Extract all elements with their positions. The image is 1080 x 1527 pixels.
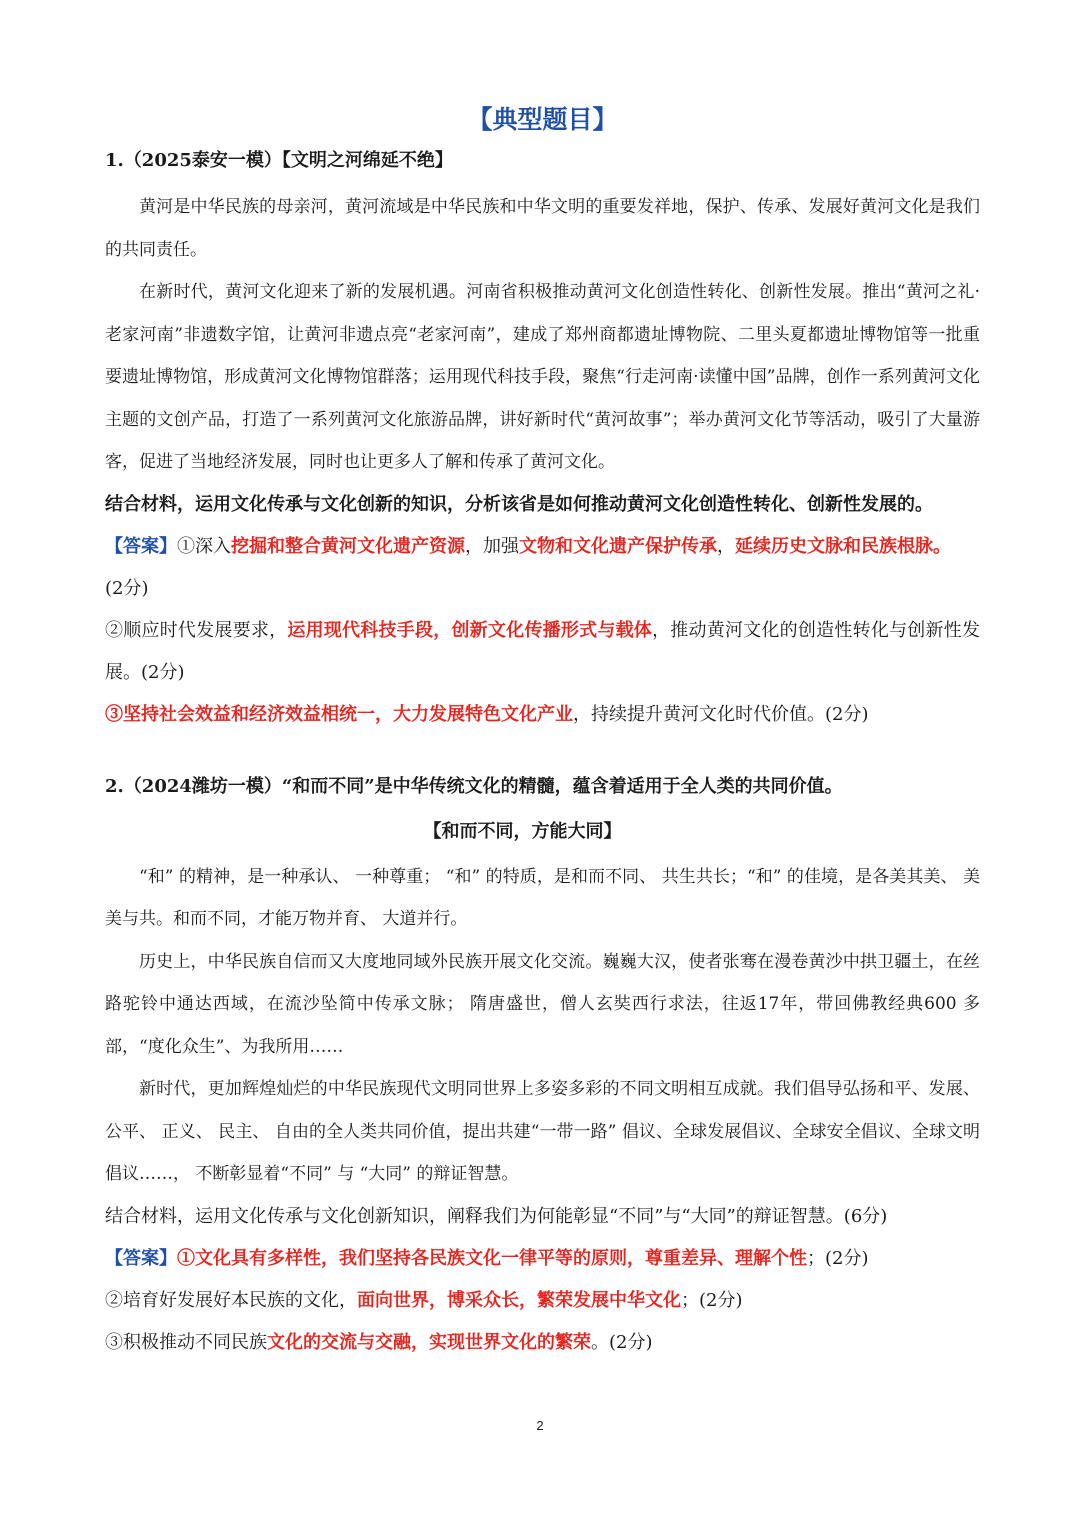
question-2-title: 2.（2024潍坊一模）“和而不同”是中华传统文化的精髓，蕴含着适用于全人类的共同价值。 [105, 775, 843, 797]
answer-text: ③积极推动不同民族 [105, 1331, 267, 1353]
answer-score: ；(2分) [681, 1289, 743, 1311]
question-1-answer-1 [105, 526, 980, 610]
document-page [105, 100, 980, 1364]
answer-text: ，持续提升黄河文化时代价值。(2分) [573, 703, 869, 725]
section-heading: 【典型题目】 [467, 105, 618, 134]
question-2-subtitle: 【和而不同，方能大同】 [423, 820, 622, 842]
answer-text: ， [717, 535, 735, 557]
answer-text: ，加强 [465, 535, 519, 557]
answer-score: 。(2分) [591, 1331, 653, 1353]
question-2-paragraph-3: 新时代，更加辉煌灿烂的中华民族现代文明同世界上多姿多彩的不同文明相互成就。我们倡导弘扬和平、发展、公平、 正义、 民主、 自由的全人类共同价值，提出共建“一带一路” 倡议、全球发展倡议、全球安全倡议、全球文明倡议……， 不断彰显着“不同” 与 “大同” 的辩证智慧。 [105, 1079, 980, 1184]
answer-text: ，推动黄河文化的创造性转化与创新性发展。(2分) [105, 619, 981, 683]
answer-keypoint: ③坚持社会效益和经济效益相统一，大力发展特色文化产业 [105, 703, 573, 725]
answer-text: ②培育好发展好本民族的文化， [105, 1289, 357, 1311]
question-2-paragraph-2: 历史上，中华民族自信而又大度地同域外民族开展文化交流。巍巍大汉，使者张骞在漫卷黄沙中拱卫疆土，在丝路驼铃中通达西域，在流沙坠简中传承文脉； 隋唐盛世，僧人玄奘西行求法，往返17年，带回佛教经典600 多部，“度化众生”、为我所用…… [105, 951, 980, 1057]
question-1-paragraph-1: 黄河是中华民族的母亲河，黄河流域是中华民族和中华文明的重要发祥地，保护、传承、发展好黄河文化是我们的共同责任。 [105, 197, 980, 260]
question-1-task: 结合材料，运用文化传承与文化创新的知识，分析该省是如何推动黄河文化创造性转化、创新性发展的。 [105, 493, 933, 515]
question-1-answer-2 [105, 610, 980, 694]
question-1-answer-3 [105, 694, 980, 736]
answer-keypoint: ①文化具有多样性，我们坚持各民族文化一律平等的原则，尊重差异、理解个性 [177, 1247, 807, 1269]
answer-score: ；(2分) [807, 1247, 869, 1269]
answer-keypoint: 运用现代科技手段，创新文化传播形式与载体 [287, 619, 653, 641]
question-2-answer-1 [105, 1238, 980, 1280]
question-2-answer-2 [105, 1280, 980, 1322]
answer-keypoint: 面向世界，博采众长，繁荣发展中华文化 [357, 1289, 681, 1311]
answer-keypoint: 延续历史文脉和民族根脉。 [735, 535, 951, 557]
answer-text: ①深入 [177, 535, 231, 557]
question-2-answer-3 [105, 1322, 980, 1364]
answer-keypoint: 文化的交流与交融，实现世界文化的繁荣 [267, 1331, 591, 1353]
answer-keypoint: 挖掘和整合黄河文化遗产资源 [231, 535, 465, 557]
answer-score: (2分) [105, 577, 149, 599]
answer-text: ②顺应时代发展要求， [105, 619, 288, 641]
answer-label: 【答案】 [105, 1247, 177, 1269]
question-2-paragraph-1: “和” 的精神，是一种承认、 一种尊重； “和” 的特质，是和而不同、 共生共长；“和” 的佳境，是各美其美、 美美与共。和而不同，才能万物并育、 大道并行。 [105, 866, 980, 929]
answer-keypoint: 文物和文化遗产保护传承 [519, 535, 717, 557]
question-1-title: 1.（2025泰安一模）【文明之河绵延不绝】 [105, 150, 453, 171]
question-1-paragraph-2: 在新时代，黄河文化迎来了新的发展机遇。河南省积极推动黄河文化创造性转化、创新性发展。推出“黄河之礼·老家河南”非遗数字馆，让黄河非遗点亮“老家河南”，建成了郑州商都遗址博物院、二里头夏都遗址博物馆等一批重要遗址博物馆，形成黄河文化博物馆群落；运用现代科技手段，聚焦“行走河南·读懂中国”品牌，创作一系列黄河文化主题的文创产品，打造了一系列黄河文化旅游品牌，讲好新时代“黄河故事”；举办黄河文化节等活动，吸引了大量游客，促进了当地经济发展，同时也让更多人了解和传承了黄河文化。 [105, 282, 980, 472]
page-number: 2 [536, 1418, 544, 1433]
answer-label: 【答案】 [105, 535, 177, 557]
question-2-task: 结合材料，运用文化传承与文化创新知识，阐释我们为何能彰显“不同”与“大同”的辩证智慧。(6分) [105, 1205, 888, 1227]
